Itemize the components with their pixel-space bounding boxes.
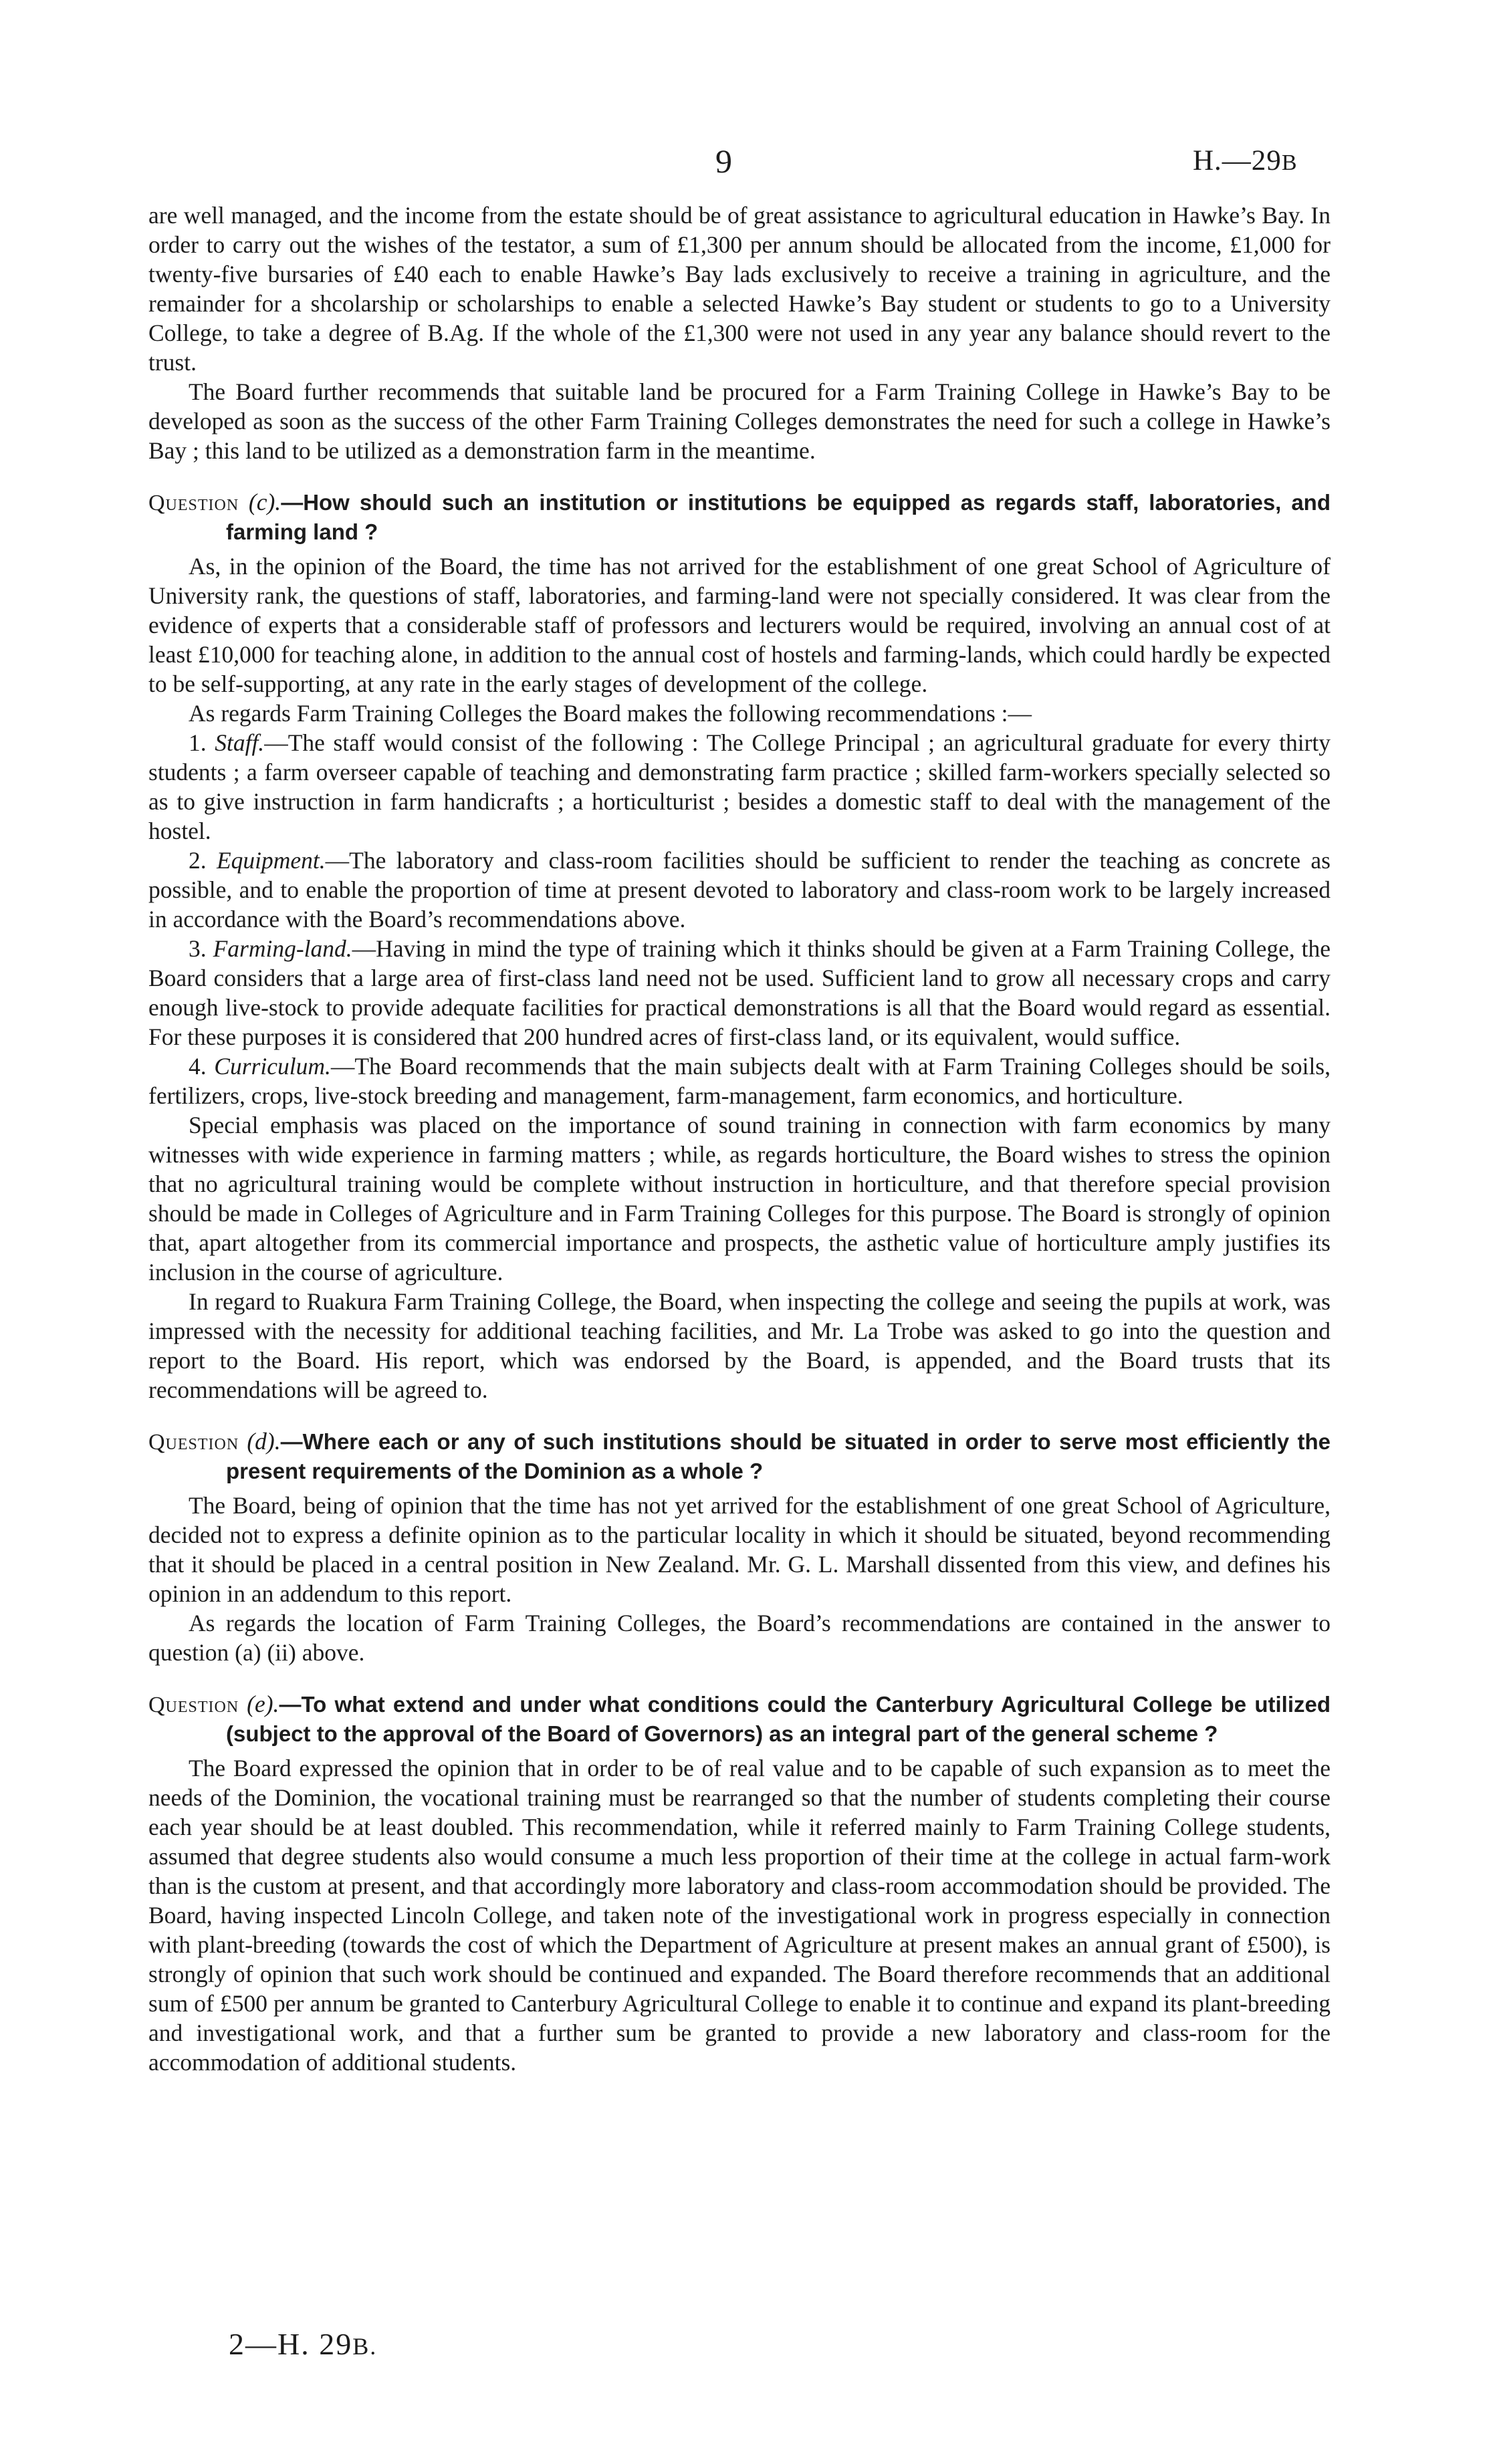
question-d-paragraph-1: The Board, being of opinion that the time has not yet arrived for the establishment of one great School of Agriculture, decided not to express a definite opinion as to the particular locality in which it should be situated, beyond recommending that it should be placed in a central position in New Zealand. Mr. G. L. Marshall dissented from this view, and defines his opinion in an addendum to this report.	[148, 1492, 1331, 1607]
recommendation-farming-land-title: Farming-land.	[213, 935, 352, 962]
question-e-text: —To what extend and under what conditions could the Canterbury Agricultural College be utilized (subject to the approval of the Board of Governors) as an integral part of the general scheme ?	[226, 1692, 1331, 1746]
question-e-letter: (e).	[247, 1691, 279, 1717]
recommendation-curriculum-text: —The Board recommends that the main subjects dealt with at Farm Training Colleges should be soils, fertilizers, crops, live-stock breeding and management, farm-management, farm economics, and horticulture.	[148, 1053, 1331, 1109]
intro-paragraph-2: The Board further recommends that suitable land be procured for a Farm Training College in Hawke’s Bay to be developed as soon as the success of the other Farm Training Colleges demonstrates the need for such a college in Hawke’s Bay ; this land to be utilized as a demonstration farm in the meantime.	[148, 378, 1331, 464]
recommendation-farming-land	[148, 934, 1331, 1052]
recommendation-staff-title: Staff.	[215, 729, 265, 756]
question-c-paragraph-3: Special emphasis was placed on the importance of sound training in connection with farm economics by many witnesses with wide experience in farming matters ; while, as regards horticulture, the Board wishes to stress the opinion that no agricultural training would be complete without instruction in horticulture, and that therefore special provision should be made in Colleges of Agriculture and in Farm Training Colleges for this purpose. The Board is strongly of opinion that, apart altogether from its commercial importance and prospects, the asthetic value of horticulture amply justifies its inclusion in the course of agriculture.	[148, 1112, 1331, 1285]
signature-mark	[229, 2326, 377, 2362]
recommendation-curriculum-number: 4.	[189, 1053, 207, 1080]
question-d-letter: (d).	[247, 1428, 281, 1455]
recommendation-farming-land-number: 3.	[189, 935, 207, 962]
question-c-heading	[148, 488, 1331, 546]
page-number: 9	[715, 142, 732, 180]
body-text	[148, 201, 1331, 2077]
recommendation-equipment-title: Equipment.	[216, 847, 326, 874]
question-e-heading	[148, 1690, 1331, 1748]
page-header	[0, 142, 1493, 189]
recommendation-equipment	[148, 846, 1331, 934]
document-code	[1193, 144, 1298, 177]
recommendation-equipment-text: —The laboratory and class-room facilities should be sufficient to render the teaching as concrete as possible, and to enable the proportion of time at present devoted to laboratory and class-room work to be largely increased in accordance with the Board’s recommendations above.	[148, 847, 1331, 933]
signature-suffix: B.	[352, 2333, 378, 2360]
question-d-label: Question	[148, 1430, 239, 1455]
recommendation-curriculum-title: Curriculum.	[214, 1053, 331, 1080]
recommendation-curriculum	[148, 1052, 1331, 1110]
document-code-suffix: B	[1281, 150, 1298, 175]
question-c-paragraph-4: In regard to Ruakura Farm Training College, the Board, when inspecting the college and seeing the pupils at work, was impressed with the necessity for additional teaching facilities, and Mr. La Trobe was asked to go into the question and report to the Board. His report, which was endorsed by the Board, is appended, and the Board trusts that its recommendations will be agreed to.	[148, 1288, 1331, 1403]
question-c-paragraph-2: As regards Farm Training Colleges the Board makes the following recommendations :—	[189, 700, 1032, 727]
recommendation-equipment-number: 2.	[189, 847, 207, 874]
recommendation-staff	[148, 728, 1331, 846]
question-d-text: —Where each or any of such institutions should be situated in order to serve most efficiently the present requirements of the Dominion as a whole ?	[226, 1429, 1331, 1483]
question-c-letter: (c).	[248, 489, 281, 515]
document-code-main: H.—29	[1193, 145, 1282, 176]
question-e-label: Question	[148, 1693, 239, 1717]
question-c-paragraph-1: As, in the opinion of the Board, the time has not arrived for the establishment of one great School of Agriculture of University rank, the questions of staff, laboratories, and farming-land were not specially considered. It was clear from the evidence of experts that a considerable staff of professors and lecturers would be required, involving an annual cost of at least £10,000 for teaching alone, in addition to the annual cost of hostels and farming-lands, which could hardly be expected to be self-supporting, at any rate in the early stages of development of the college.	[148, 553, 1331, 697]
recommendation-staff-text: —The staff would consist of the following : The College Principal ; an agricultural graduate for every thirty students ; a farm overseer capable of teaching and demonstrating farm practice ; skilled farm-workers specially selected so as to give instruction in farm handicrafts ; a horticulturist ; besides a domestic staff to deal with the management of the hostel.	[148, 729, 1331, 844]
question-c-label: Question	[148, 491, 239, 515]
question-d-paragraph-2: As regards the location of Farm Training Colleges, the Board’s recommendations are contained in the answer to question (a) (ii) above.	[148, 1610, 1331, 1666]
intro-paragraph-1: are well managed, and the income from the estate should be of great assistance to agricultural education in Hawke’s Bay. In order to carry out the wishes of the testator, a sum of £1,300 per annum should be allocated from the income, £1,000 for twenty-five bursaries of £40 each to enable Hawke’s Bay lads exclusively to receive a training in agriculture, and the remainder for a shcolarship or scholarships to enable a selected Hawke’s Bay student or students to go to a University College, to take a degree of B.Ag. If the whole of the £1,300 were not used in any year any balance should revert to the trust.	[148, 202, 1331, 376]
recommendation-farming-land-text: —Having in mind the type of training which it thinks should be given at a Farm Training College, the Board considers that a large area of first-class land need not be used. Sufficient land to grow all necessary crops and carry enough live-stock to provide adequate facilities for practical demonstrations is all that the Board would regard as essential. For these purposes it is considered that 200 hundred acres of first-class land, or its equivalent, would suffice.	[148, 935, 1331, 1050]
signature-main: 2—H. 29	[229, 2327, 353, 2361]
question-c-text: —How should such an institution or institutions be equipped as regards staff, laboratories, and farming land ?	[226, 490, 1331, 544]
question-d-heading	[148, 1427, 1331, 1485]
question-e-paragraph-1: The Board expressed the opinion that in order to be of real value and to be capable of such expansion as to meet the needs of the Dominion, the vocational training must be rearranged so that the number of students completing their course each year should be at least doubled. This recommendation, while it referred mainly to Farm Training College students, assumed that degree students also would consume a much less proportion of their time at the college in actual farm-work than is the custom at present, and that accordingly more laboratory and class-room accommodation should be provided. The Board, having inspected Lincoln College, and taken note of the investigational work in progress especially in connection with plant-breeding (towards the cost of which the Department of Agriculture at present makes an annual grant of £500), is strongly of opinion that such work should be continued and expanded. The Board therefore recommends that an additional sum of £500 per annum be granted to Canterbury Agricultural College to enable it to continue and expand its plant-breeding and investigational work, and that a further sum be granted to provide a new laboratory and class-room for the accommodation of additional students.	[148, 1755, 1331, 2076]
recommendation-staff-number: 1.	[189, 729, 207, 756]
